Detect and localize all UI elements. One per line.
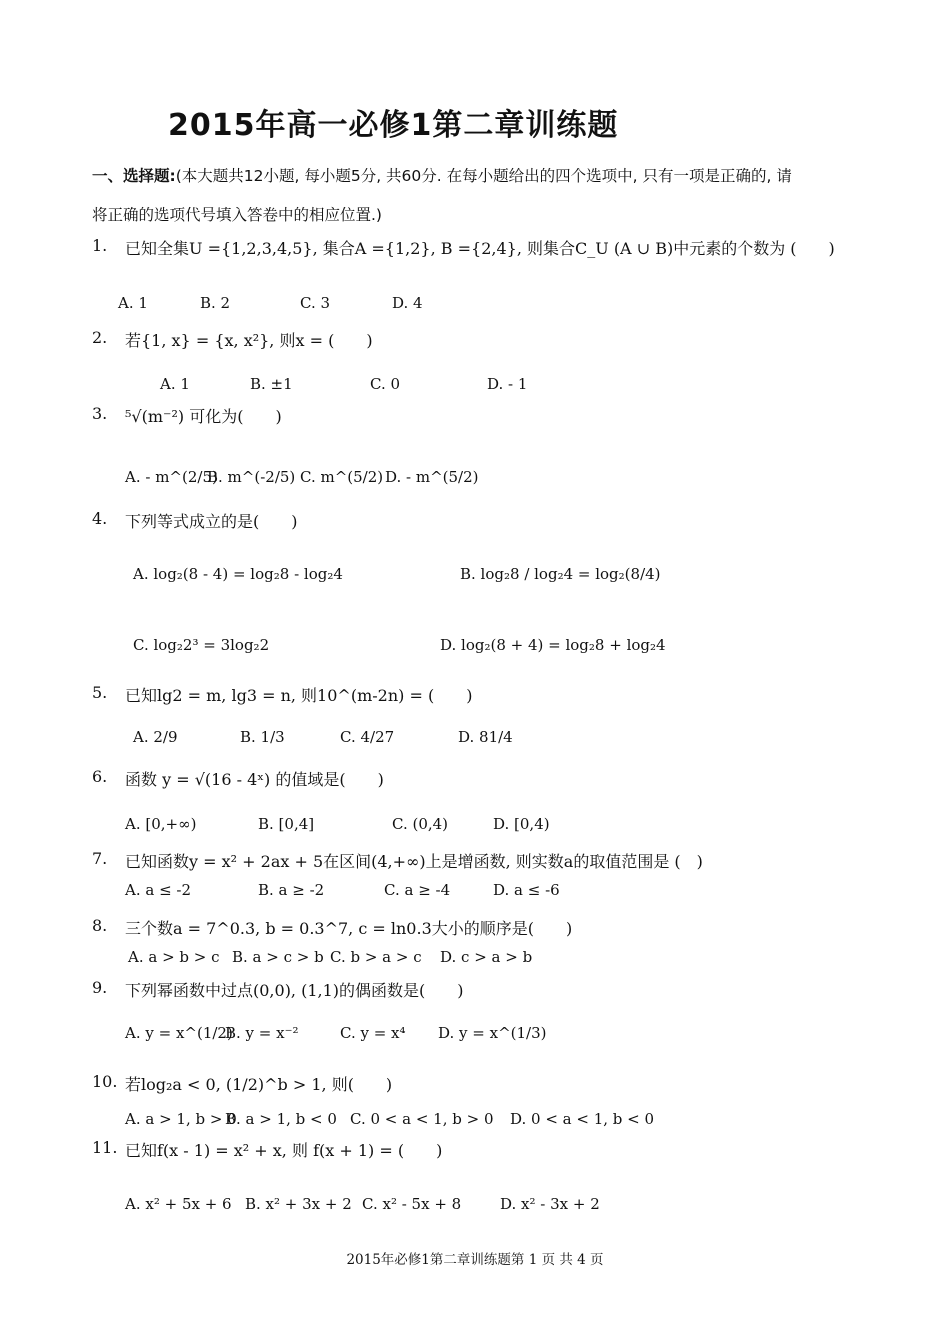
option-b: B. y = x⁻² [225, 1024, 299, 1042]
option-a: A. a > 1, b > 0 [125, 1110, 237, 1128]
question-stem: 已知全集U ={1,2,3,4,5}, 集合A ={1,2}, B ={2,4}, 则集合C_U (A ∪ B)中元素的个数为 ( ) [125, 239, 835, 258]
option-d: D. log₂(8 + 4) = log₂8 + log₂4 [440, 636, 666, 654]
section-instructions [92, 164, 792, 186]
option-a: A. x² + 5x + 6 [125, 1195, 232, 1213]
option-b: B. 2 [200, 294, 231, 312]
option-d: D. 4 [392, 294, 423, 312]
question-number: 7. [92, 849, 108, 868]
option-b: B. a > c > b [232, 948, 324, 966]
question-stem: 已知lg2 = m, lg3 = n, 则10^(m-2n) = ( ) [125, 686, 473, 705]
option-c: C. 0 [370, 375, 401, 393]
option-d: D. a ≤ -6 [493, 881, 560, 899]
question-number: 10. [92, 1072, 118, 1091]
option-d: D. [0,4) [493, 815, 550, 833]
option-c: C. a ≥ -4 [384, 881, 451, 899]
option-c: C. m^(5/2) [300, 468, 384, 486]
option-c: C. y = x⁴ [340, 1024, 406, 1042]
option-c: C. 0 < a < 1, b > 0 [350, 1110, 494, 1128]
option-d: D. x² - 3x + 2 [500, 1195, 600, 1213]
option-b: B. m^(-2/5) [207, 468, 296, 486]
instructions-line1: (本大题共12小题, 每小题5分, 共60分. 在每小题给出的四个选项中, 只有一项是正确的, 请 [175, 167, 792, 185]
option-d: D. y = x^(1/3) [438, 1024, 547, 1042]
page-footer: 2015年必修1第二章训练题第 1 页 共 4 页 [346, 1252, 604, 1268]
option-c: C. log₂2³ = 3log₂2 [133, 636, 270, 654]
option-a: A. [0,+∞) [125, 815, 197, 833]
question-stem: 若{1, x} = {x, x²}, 则x = ( ) [125, 331, 373, 350]
question-number: 3. [92, 404, 108, 423]
option-a: A. 1 [160, 375, 190, 393]
section-heading: 一、选择题: [92, 167, 176, 185]
option-b: B. [0,4] [258, 815, 315, 833]
question-stem: 已知函数y = x² + 2ax + 5在区间(4,+∞)上是增函数, 则实数a的取值范围是 ( ) [125, 852, 703, 871]
question-number: 5. [92, 683, 108, 702]
page-title: 2015年高一必修1第二章训练题 [168, 108, 619, 143]
option-a: A. log₂(8 - 4) = log₂8 - log₂4 [133, 565, 343, 583]
option-d: D. c > a > b [440, 948, 533, 966]
instructions-line2: 将正确的选项代号填入答卷中的相应位置.) [92, 206, 382, 224]
option-b: B. ±1 [250, 375, 293, 393]
option-c: C. 4/27 [340, 728, 395, 746]
option-c: C. 3 [300, 294, 331, 312]
question-stem: 已知f(x - 1) = x² + x, 则 f(x + 1) = ( ) [125, 1141, 443, 1160]
question-stem: ⁵√(m⁻²) 可化为( ) [125, 407, 282, 426]
option-a: A. a ≤ -2 [125, 881, 192, 899]
option-a: A. y = x^(1/2) [125, 1024, 233, 1042]
question-number: 11. [92, 1138, 118, 1157]
option-d: D. 81/4 [458, 728, 513, 746]
option-c: C. (0,4) [392, 815, 449, 833]
question-number: 1. [92, 236, 108, 255]
option-a: A. a > b > c [128, 948, 220, 966]
question-stem: 若log₂a < 0, (1/2)^b > 1, 则( ) [125, 1075, 393, 1094]
question-stem: 下列等式成立的是( ) [125, 512, 298, 531]
option-b: B. a ≥ -2 [258, 881, 325, 899]
question-stem: 函数 y = √(16 - 4ˣ) 的值域是( ) [125, 770, 384, 789]
question-stem: 三个数a = 7^0.3, b = 0.3^7, c = ln0.3大小的顺序是( ) [125, 919, 573, 938]
option-d: D. 0 < a < 1, b < 0 [510, 1110, 655, 1128]
option-a: A. - m^(2/5) [125, 468, 218, 486]
question-number: 2. [92, 328, 108, 347]
question-number: 4. [92, 509, 108, 528]
option-c: C. x² - 5x + 8 [362, 1195, 462, 1213]
option-c: C. b > a > c [330, 948, 422, 966]
option-a: A. 1 [118, 294, 148, 312]
option-b: B. 1/3 [240, 728, 285, 746]
option-b: B. log₂8 / log₂4 = log₂(8/4) [460, 565, 661, 583]
option-b: B. a > 1, b < 0 [225, 1110, 337, 1128]
option-a: A. 2/9 [133, 728, 178, 746]
question-number: 8. [92, 916, 108, 935]
question-number: 6. [92, 767, 108, 786]
question-stem: 下列幂函数中过点(0,0), (1,1)的偶函数是( ) [125, 981, 464, 1000]
option-d: D. - 1 [487, 375, 528, 393]
question-number: 9. [92, 978, 108, 997]
option-b: B. x² + 3x + 2 [245, 1195, 352, 1213]
option-d: D. - m^(5/2) [385, 468, 479, 486]
